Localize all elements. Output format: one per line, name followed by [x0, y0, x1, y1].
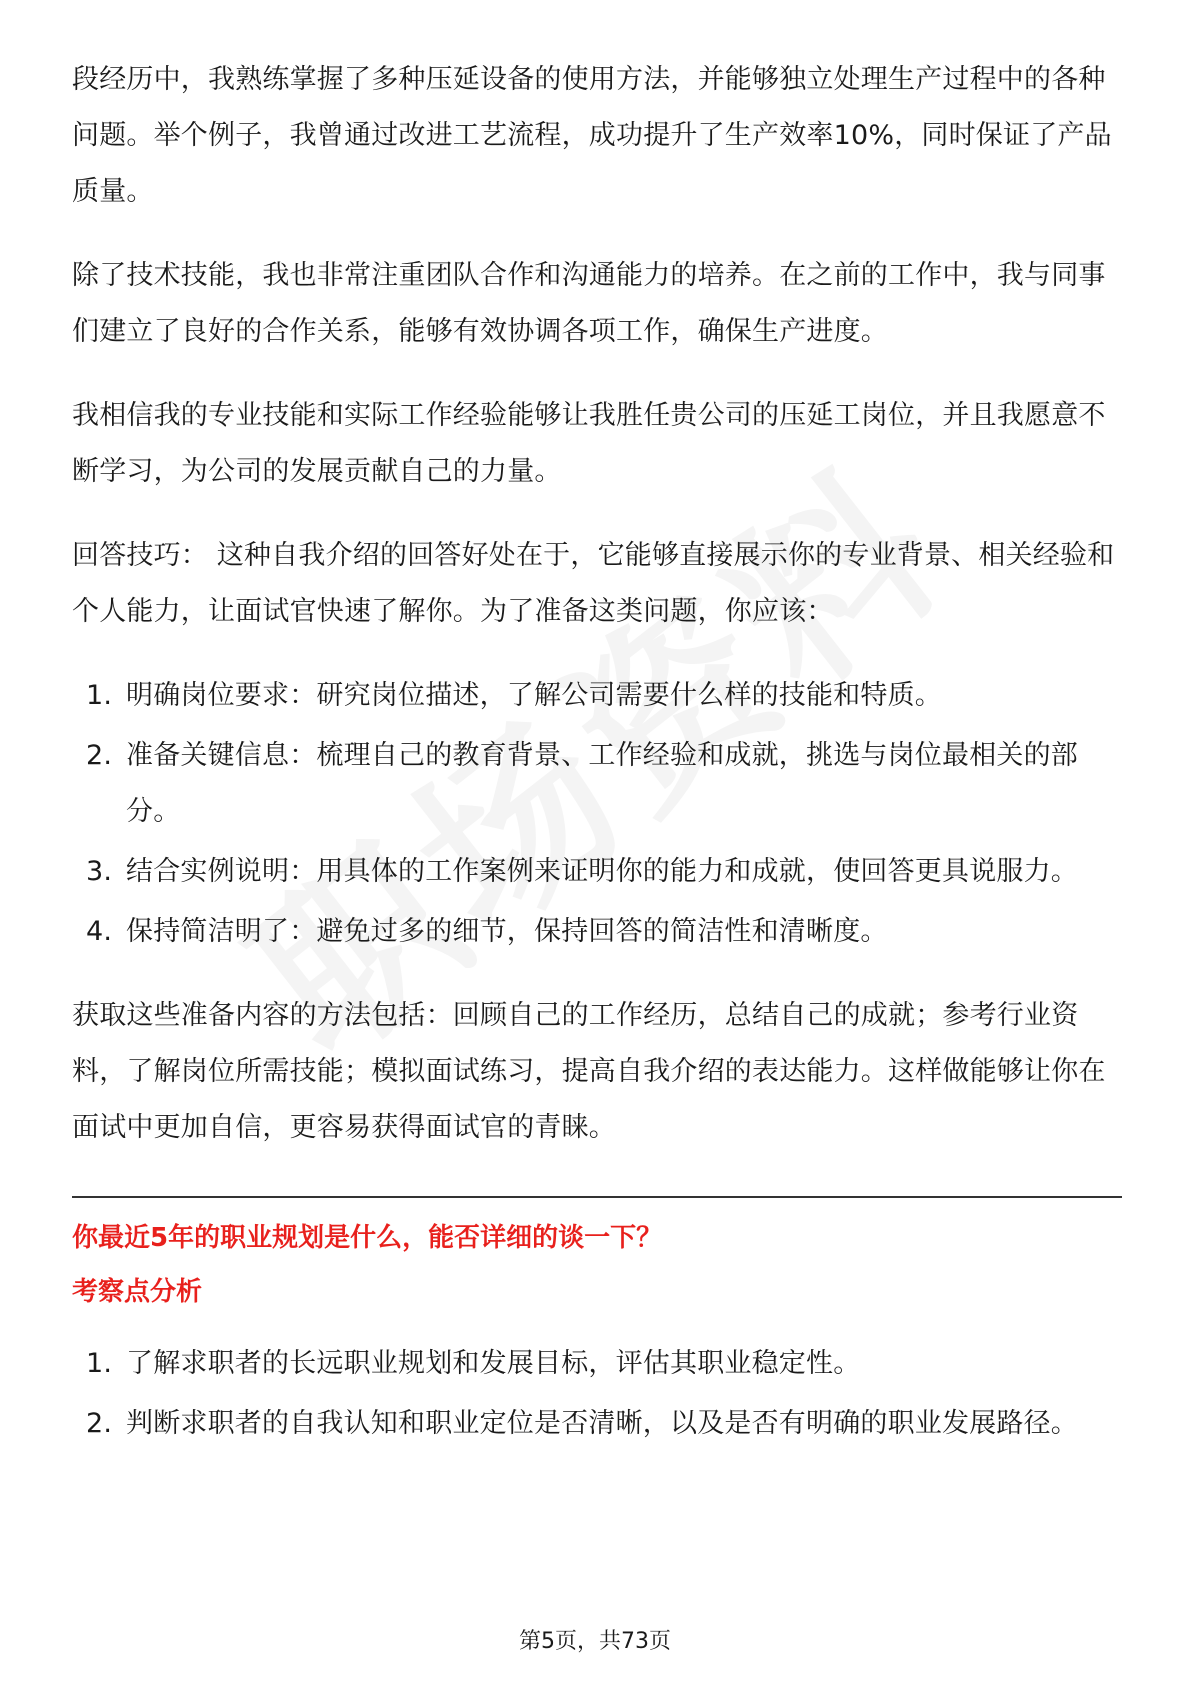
list-number: 1.: [86, 680, 113, 711]
paragraph-conclusion: 我相信我的专业技能和实际工作经验能够让我胜任贵公司的压延工岗位，并且我愿意不断学习，为公司的发展贡献自己的力量。: [72, 400, 1106, 487]
paragraph-answer-tips: 回答技巧： 这种自我介绍的回答好处在于，它能够直接展示你的专业背景、相关经验和个人能力，让面试官快速了解你。为了准备这类问题，你应该：: [72, 540, 1115, 627]
list-item-text: 了解求职者的长远职业规划和发展目标，评估其职业稳定性。: [126, 1348, 861, 1379]
list-item: [72, 1396, 1122, 1452]
list-item-text: 准备关键信息：梳理自己的教育背景、工作经验和成就，挑选与岗位最相关的部分。: [126, 740, 1078, 827]
list-item-text: 保持简洁明了：避免过多的细节，保持回答的简洁性和清晰度。: [126, 916, 888, 947]
document-page: [72, 52, 1122, 1480]
paragraph-experience: 段经历中，我熟练掌握了多种压延设备的使用方法，并能够独立处理生产过程中的各种问题。举个例子，我曾通过改进工艺流程，成功提升了生产效率10%，同时保证了产品质量。: [72, 64, 1112, 207]
question-heading: 你最近5年的职业规划是什么，能否详细的谈一下？: [72, 1223, 663, 1253]
list-number: 3.: [86, 856, 113, 887]
list-number: 4.: [86, 916, 113, 947]
list-item-text: 结合实例说明：用具体的工作案例来证明你的能力和成就，使回答更具说服力。: [126, 856, 1078, 887]
list-item-text: 明确岗位要求：研究岗位描述，了解公司需要什么样的技能和特质。: [126, 680, 942, 711]
list-item: [72, 1336, 1122, 1392]
analysis-list: [72, 1336, 1122, 1452]
list-number: 2.: [86, 1408, 113, 1439]
section-divider: [72, 1196, 1122, 1198]
list-number: 1.: [86, 1348, 113, 1379]
paragraph-preparation-methods: 获取这些准备内容的方法包括：回顾自己的工作经历，总结自己的成就；参考行业资料，了解岗位所需技能；模拟面试练习，提高自我介绍的表达能力。这样做能够让你在面试中更加自信，更容易获得面试官的青睐。: [72, 1000, 1106, 1143]
list-item: [72, 904, 1122, 960]
list-item-text: 判断求职者的自我认知和职业定位是否清晰，以及是否有明确的职业发展路径。: [126, 1408, 1078, 1439]
list-number: 2.: [86, 740, 113, 771]
list-item: [72, 668, 1122, 724]
tips-list: [72, 668, 1122, 960]
list-item: [72, 728, 1122, 840]
page-footer: 第5页，共73页: [519, 1629, 671, 1654]
list-item: [72, 844, 1122, 900]
paragraph-teamwork: 除了技术技能，我也非常注重团队合作和沟通能力的培养。在之前的工作中，我与同事们建立了良好的合作关系，能够有效协调各项工作，确保生产进度。: [72, 260, 1106, 347]
analysis-heading: 考察点分析: [72, 1277, 203, 1307]
